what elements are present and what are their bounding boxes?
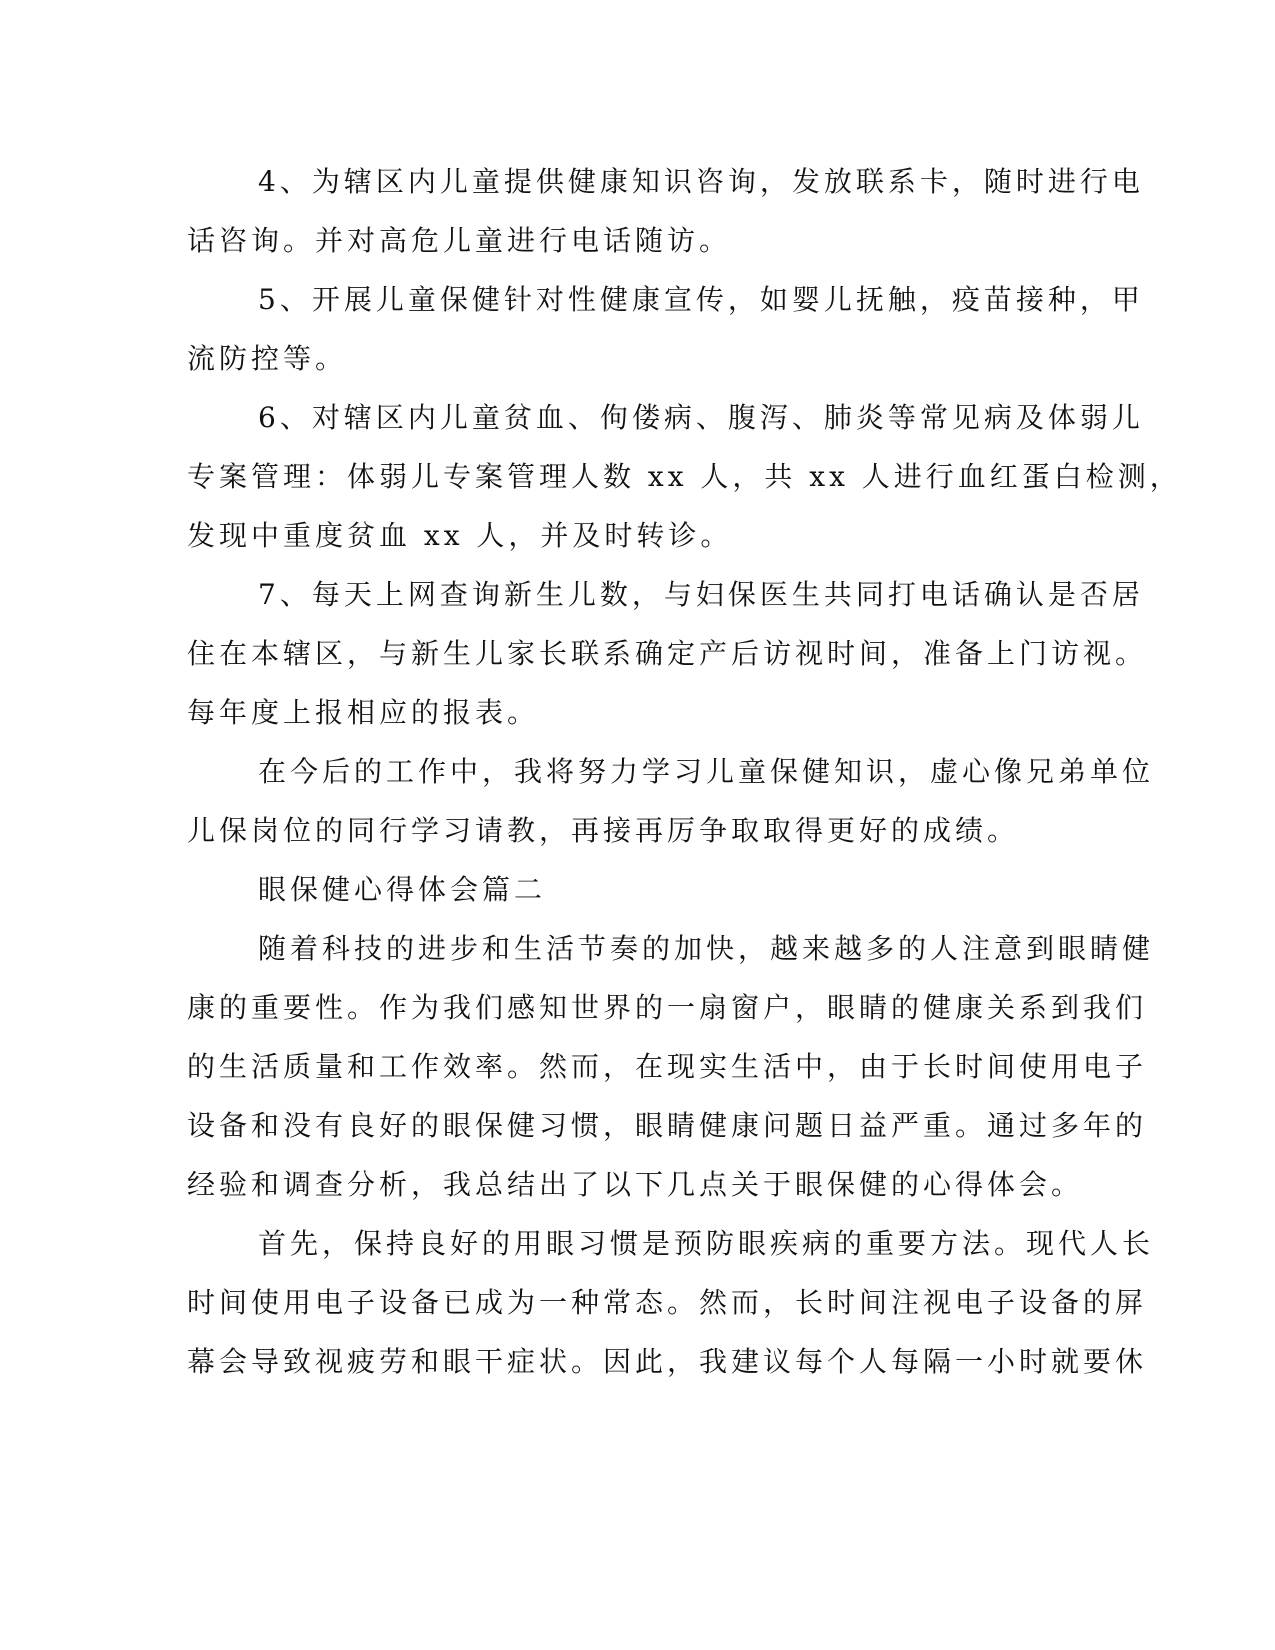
text-line: 康的重要性。作为我们感知世界的一扇窗户，眼睛的健康关系到我们: [187, 991, 1148, 1024]
text-line: 随着科技的进步和生活节奏的加快，越来越多的人注意到眼睛健: [258, 932, 1155, 965]
text-line: 幕会导致视疲劳和眼干症状。因此，我建议每个人每隔一小时就要休: [187, 1345, 1148, 1378]
text-line: 4、为辖区内儿童提供健康知识咨询，发放联系卡，随时进行电: [258, 165, 1144, 198]
text-line: 在今后的工作中，我将努力学习儿童保健知识，虚心像兄弟单位: [258, 755, 1155, 788]
text-line: 专案管理：体弱儿专案管理人数 xx 人，共 xx 人进行血红蛋白检测，: [187, 460, 1182, 493]
text-line: 设备和没有良好的眼保健习惯，眼睛健康问题日益严重。通过多年的: [187, 1109, 1148, 1142]
text-line: 流防控等。: [187, 342, 348, 375]
section-heading: 眼保健心得体会篇二: [258, 873, 547, 906]
text-line: 儿保岗位的同行学习请教，再接再厉争取取得更好的成绩。: [187, 814, 1020, 847]
text-line: 6、对辖区内儿童贫血、佝偻病、腹泻、肺炎等常见病及体弱儿: [258, 401, 1144, 434]
text-line: 的生活质量和工作效率。然而，在现实生活中，由于长时间使用电子: [187, 1050, 1148, 1083]
text-line: 每年度上报相应的报表。: [187, 696, 540, 729]
text-line: 话咨询。并对高危儿童进行电话随访。: [187, 224, 732, 257]
text-line: 住在本辖区，与新生儿家长联系确定产后访视时间，准备上门访视。: [187, 637, 1148, 670]
text-line: 5、开展儿童保健针对性健康宣传，如婴儿抚触，疫苗接种，甲: [258, 283, 1144, 316]
text-line: 首先，保持良好的用眼习惯是预防眼疾病的重要方法。现代人长: [258, 1227, 1155, 1260]
text-line: 经验和调查分析，我总结出了以下几点关于眼保健的心得体会。: [187, 1168, 1084, 1201]
text-line: 时间使用电子设备已成为一种常态。然而，长时间注视电子设备的屏: [187, 1286, 1148, 1319]
text-line: 7、每天上网查询新生儿数，与妇保医生共同打电话确认是否居: [258, 578, 1144, 611]
text-line: 发现中重度贫血 xx 人，并及时转诊。: [187, 519, 733, 552]
